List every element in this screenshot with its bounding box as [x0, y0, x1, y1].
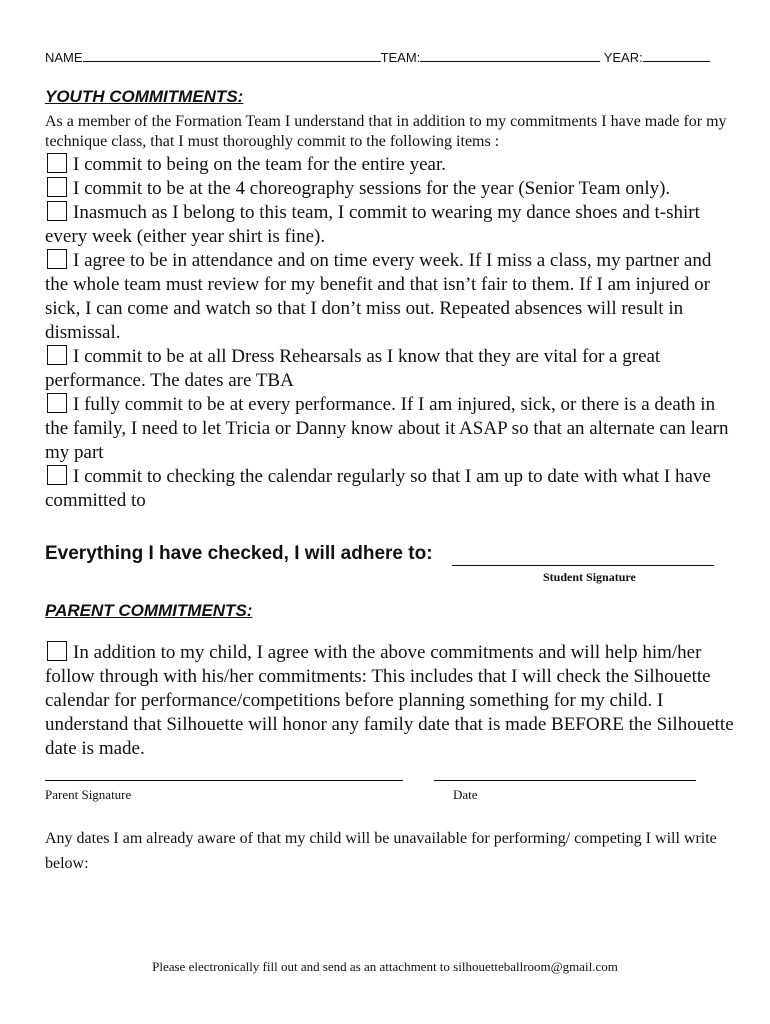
- youth-commitments-list: [45, 153, 735, 513]
- commitment-text: I commit to being on the team for the entire year.: [73, 154, 447, 175]
- footer-note: Please electronically fill out and send as an attachment to silhouetteballroom@gmail.com: [152, 959, 618, 974]
- commitment-item: [45, 153, 735, 177]
- date-label: Date: [453, 787, 478, 802]
- commitment-text: I agree to be in attendance and on time every week. If I miss a class, my partner and the whole team must review for my benefit and that isn’t fair to them. If I am injured or sick, I can come and watch so that I don’t miss out. Repeated absences will result in dismissal.: [45, 250, 712, 343]
- team-label: TEAM:: [380, 50, 421, 65]
- team-field[interactable]: [420, 48, 600, 62]
- checkbox[interactable]: [47, 393, 67, 413]
- commitment-text: I commit to be at the 4 choreography sessions for the year (Senior Team only).: [73, 178, 671, 199]
- student-signature-line[interactable]: [452, 565, 714, 566]
- youth-intro: As a member of the Formation Team I understand that in addition to my commitments I have made for my technique class, that I must thoroughly commit to the following items :: [45, 113, 727, 150]
- checkbox[interactable]: [47, 249, 67, 269]
- youth-commitments-title: YOUTH COMMITMENTS:: [45, 87, 244, 106]
- adhere-label: Everything I have checked, I will adhere to:: [45, 543, 433, 564]
- parent-commitments-title: PARENT COMMITMENTS:: [45, 601, 253, 620]
- unavailable-dates-note: Any dates I am already aware of that my child will be unavailable for performing/ competing I will write below:: [45, 830, 717, 872]
- checkbox[interactable]: [47, 345, 67, 365]
- unavailable-dates-field[interactable]: [45, 880, 725, 940]
- year-field[interactable]: [643, 48, 710, 62]
- parent-statement: [45, 641, 735, 761]
- student-signature-label: Student Signature: [543, 570, 636, 584]
- commitment-text: I commit to be at all Dress Rehearsals as I know that they are vital for a great performance. The dates are TBA: [45, 346, 661, 391]
- commitment-item: [45, 345, 735, 393]
- header-row: [45, 48, 710, 65]
- commitment-text: I commit to checking the calendar regularly so that I am up to date with what I have committed to: [45, 466, 711, 511]
- name-label: NAME: [45, 50, 83, 65]
- checkbox[interactable]: [47, 465, 67, 485]
- parent-signature-line[interactable]: [45, 780, 403, 781]
- commitment-item: [45, 249, 735, 345]
- year-label: YEAR:: [603, 50, 643, 65]
- date-line[interactable]: [434, 780, 696, 781]
- parent-statement-text: In addition to my child, I agree with the above commitments and will help him/her follow through with his/her commitments: This includes that I will check the Silhouette calendar for performance/competitions before planning something for my child. I understand that Silhouette will honor any family date that is made BEFORE the Silhouette date is made.: [45, 642, 734, 759]
- checkbox[interactable]: [47, 153, 67, 173]
- commitment-item: [45, 465, 735, 513]
- name-field[interactable]: [83, 48, 381, 62]
- commitment-text: I fully commit to be at every performance. If I am injured, sick, or there is a death in the family, I need to let Tricia or Danny know about it ASAP so that an alternate can learn my part: [45, 394, 729, 463]
- checkbox[interactable]: [47, 641, 67, 661]
- checkbox[interactable]: [47, 201, 67, 221]
- commitment-item: [45, 177, 735, 201]
- parent-signature-label: Parent Signature: [45, 787, 132, 802]
- checkbox[interactable]: [47, 177, 67, 197]
- commitment-text: Inasmuch as I belong to this team, I commit to wearing my dance shoes and t-shirt every week (either year shirt is fine).: [45, 202, 700, 247]
- commitment-item: [45, 393, 735, 465]
- commitment-item: [45, 201, 735, 249]
